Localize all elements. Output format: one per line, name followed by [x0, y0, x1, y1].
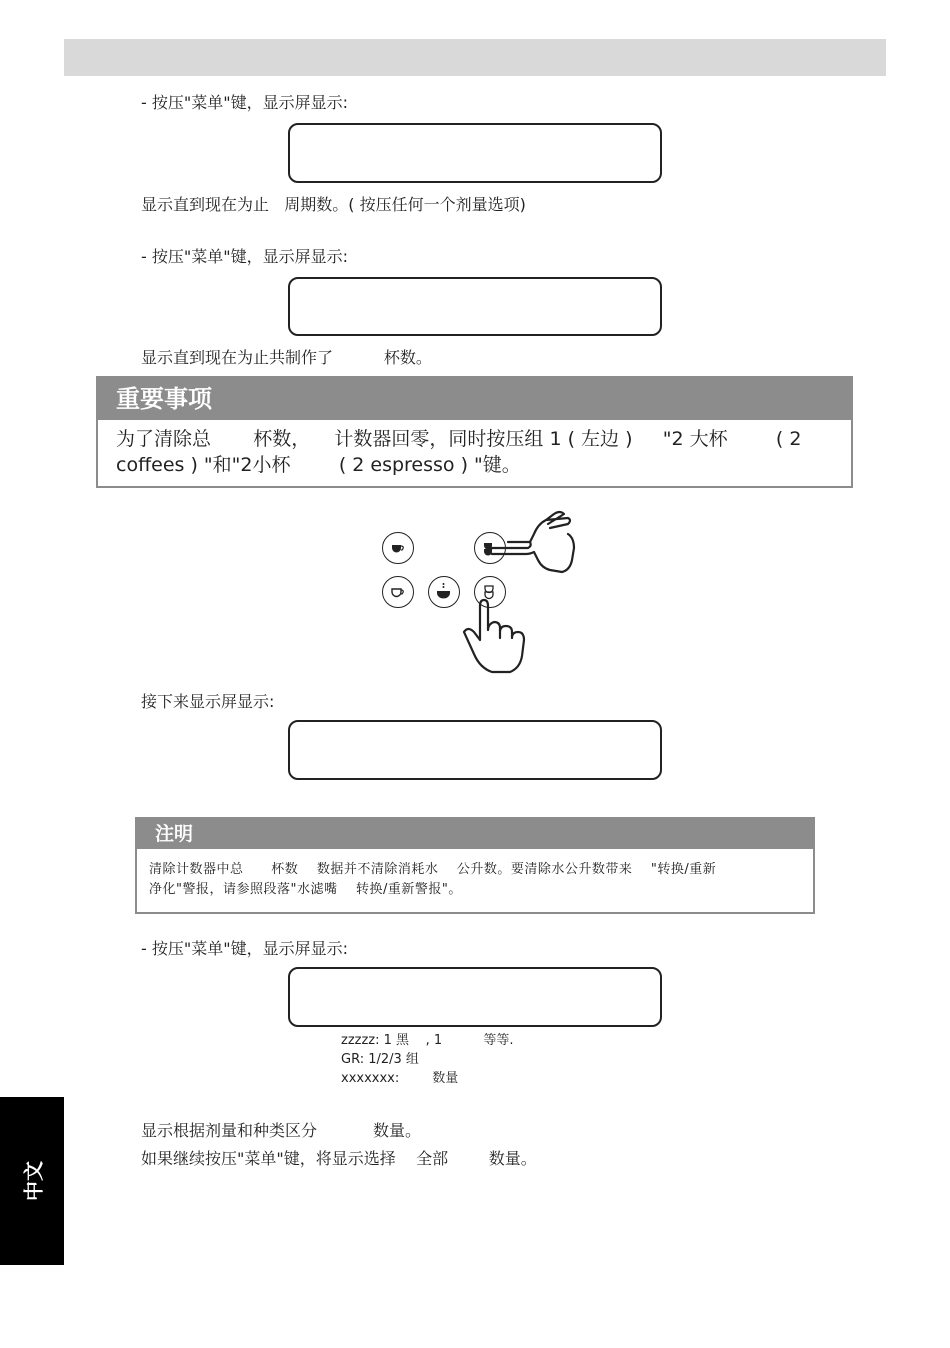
note-body [149, 860, 801, 900]
menu-instruction-1: - 按压"菜单"键，显示屏显示: [141, 93, 348, 112]
next-display-instruction: 接下来显示屏显示: [141, 692, 275, 711]
display-box-1 [288, 123, 662, 183]
legend-gr: GR: 1/2/3 组 [341, 1052, 419, 1067]
important-body [116, 426, 833, 478]
pointing-hand-upper-icon [488, 504, 580, 576]
cup-count-text: 显示直到现在为止共制作了 杯数。 [141, 348, 432, 367]
button-press-illustration [370, 500, 590, 680]
header-bar [64, 39, 886, 76]
legend-xxxxxxx: xxxxxxx: 数量 [341, 1071, 459, 1086]
important-line-2: coffees ) "和"2小杯 ( 2 espresso ) "键。 [116, 454, 521, 476]
note-line-2: 净化"警报，请参照段落"水滤嘴 转换/重新警报"。 [149, 882, 462, 897]
pointing-hand-lower-icon [460, 596, 532, 676]
language-label: 中文 [21, 1161, 46, 1201]
note-line-1: 清除计数器中总 杯数 数据并不清除消耗水 公升数。要清除水公升数带来 "转换/重新 [149, 862, 717, 877]
display-box-4 [288, 967, 662, 1027]
note-box [135, 817, 815, 914]
hot-water-button-icon [428, 576, 460, 608]
important-title: 重要事项 [98, 378, 851, 420]
important-notice [96, 376, 853, 488]
continue-menu-text: 如果继续按压"菜单"键，将显示选择 全部 数量。 [141, 1149, 537, 1168]
note-title: 注明 [137, 819, 813, 849]
coffee-cup-button-icon [382, 532, 414, 564]
language-side-tab [0, 1097, 64, 1265]
menu-instruction-2: - 按压"菜单"键，显示屏显示: [141, 247, 348, 266]
display-box-2 [288, 277, 662, 336]
cycle-count-text: 显示直到现在为止 周期数。( 按压任何一个剂量选项) [141, 195, 526, 214]
dose-count-text: 显示根据剂量和种类区分 数量。 [141, 1121, 421, 1140]
display-box-3 [288, 720, 662, 780]
espresso-button-icon [382, 576, 414, 608]
important-line-1: 为了清除总 杯数， 计数器回零，同时按压组 1 ( 左边 ) "2 大杯 ( 2 [116, 428, 802, 450]
menu-instruction-4: - 按压"菜单"键，显示屏显示: [141, 939, 348, 958]
legend-zzzzz: zzzzz: 1 黑 , 1 等等. [341, 1033, 514, 1048]
